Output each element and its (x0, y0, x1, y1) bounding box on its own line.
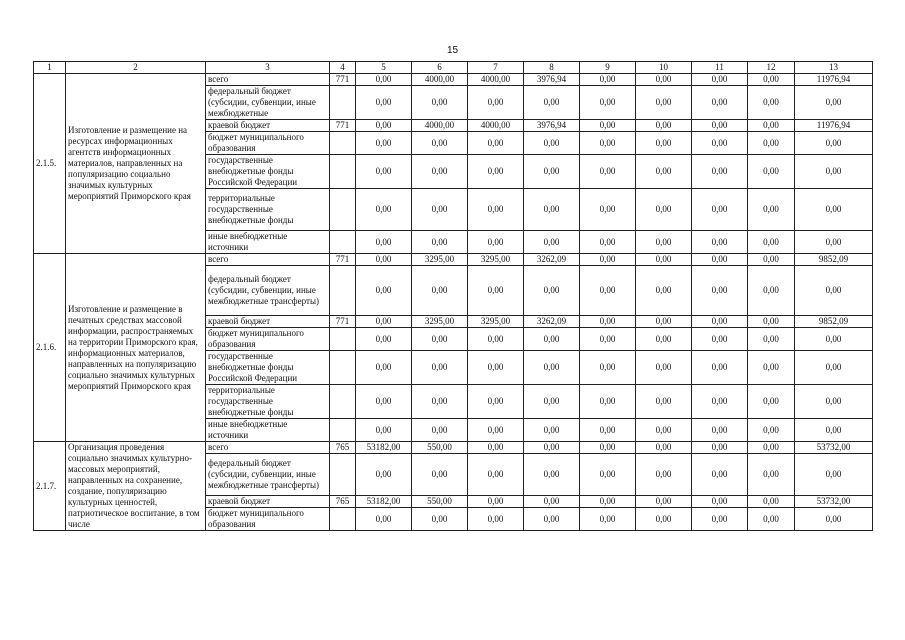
amount-value: 0,00 (468, 419, 524, 442)
amount-value: 3295,00 (468, 316, 524, 328)
funding-source: территориальные государственные внебюджетные фонды (206, 189, 330, 231)
budget-code (330, 454, 356, 496)
amount-value: 0,00 (692, 189, 748, 231)
budget-code: 771 (330, 74, 356, 86)
amount-value: 0,00 (524, 231, 580, 254)
amount-value: 0,00 (412, 231, 468, 254)
item-description: Организация проведения социально значимых культурно-массовых мероприятий, направленных на сохранение, создание, популяризацию культурных ценностей, патриотическое воспитание, в том числе (66, 442, 206, 531)
table-row (34, 254, 873, 266)
amount-value: 0,00 (692, 454, 748, 496)
amount-value: 0,00 (468, 328, 524, 351)
total-value: 53732,00 (795, 442, 873, 454)
funding-source: всего (206, 442, 330, 454)
amount-value: 0,00 (636, 328, 692, 351)
amount-value: 0,00 (524, 132, 580, 155)
amount-value: 53182,00 (356, 496, 412, 508)
amount-value: 3262,09 (524, 316, 580, 328)
amount-value: 0,00 (356, 454, 412, 496)
amount-value: 0,00 (524, 155, 580, 189)
amount-value: 0,00 (748, 266, 795, 316)
amount-value: 0,00 (580, 328, 636, 351)
item-description: Изготовление и размещение в печатных средствах массовой информации, распространяемых на территории Приморского края, информационных материалов, направленных на популяризацию социально значимых культурных мероприятий Приморского края (66, 254, 206, 442)
amount-value: 0,00 (356, 155, 412, 189)
total-value: 11976,94 (795, 74, 873, 86)
column-header-7: 7 (468, 62, 524, 74)
budget-code (330, 508, 356, 531)
budget-code (330, 419, 356, 442)
budget-code (330, 86, 356, 120)
item-number: 2.1.7. (34, 442, 66, 531)
table-body (34, 74, 873, 531)
amount-value: 0,00 (636, 254, 692, 266)
amount-value: 0,00 (468, 189, 524, 231)
amount-value: 0,00 (636, 132, 692, 155)
budget-code (330, 231, 356, 254)
budget-code: 765 (330, 442, 356, 454)
column-header-13: 13 (795, 62, 873, 74)
funding-source: краевой бюджет (206, 496, 330, 508)
amount-value: 0,00 (748, 86, 795, 120)
funding-source: всего (206, 74, 330, 86)
budget-code (330, 385, 356, 419)
amount-value: 0,00 (748, 254, 795, 266)
amount-value: 0,00 (636, 266, 692, 316)
amount-value: 0,00 (748, 508, 795, 531)
amount-value: 0,00 (636, 385, 692, 419)
amount-value: 4000,00 (412, 120, 468, 132)
amount-value: 0,00 (748, 231, 795, 254)
amount-value: 0,00 (636, 120, 692, 132)
amount-value: 0,00 (524, 454, 580, 496)
column-header-1: 1 (34, 62, 66, 74)
amount-value: 0,00 (412, 351, 468, 385)
amount-value: 0,00 (468, 442, 524, 454)
amount-value: 0,00 (636, 231, 692, 254)
amount-value: 0,00 (412, 266, 468, 316)
total-value: 0,00 (795, 266, 873, 316)
budget-code (330, 189, 356, 231)
column-header-3: 3 (206, 62, 330, 74)
amount-value: 0,00 (748, 132, 795, 155)
amount-value: 0,00 (748, 496, 795, 508)
amount-value: 0,00 (356, 86, 412, 120)
amount-value: 0,00 (580, 86, 636, 120)
amount-value: 0,00 (524, 508, 580, 531)
amount-value: 0,00 (748, 155, 795, 189)
column-header-8: 8 (524, 62, 580, 74)
amount-value: 0,00 (412, 454, 468, 496)
amount-value: 0,00 (636, 316, 692, 328)
amount-value: 0,00 (748, 189, 795, 231)
column-header-9: 9 (580, 62, 636, 74)
amount-value: 0,00 (580, 155, 636, 189)
column-header-10: 10 (636, 62, 692, 74)
budget-code: 771 (330, 316, 356, 328)
amount-value: 0,00 (580, 442, 636, 454)
amount-value: 0,00 (356, 508, 412, 531)
total-value: 0,00 (795, 328, 873, 351)
funding-source: федеральный бюджет (субсидии, субвенции, иные межбюджетные трансферты) (206, 454, 330, 496)
budget-code (330, 351, 356, 385)
amount-value: 0,00 (356, 385, 412, 419)
budget-code (330, 328, 356, 351)
amount-value: 0,00 (692, 155, 748, 189)
amount-value: 0,00 (412, 86, 468, 120)
total-value: 0,00 (795, 419, 873, 442)
table-row (34, 74, 873, 86)
funding-source: иные внебюджетные источники (206, 419, 330, 442)
amount-value: 0,00 (692, 328, 748, 351)
amount-value: 3295,00 (468, 254, 524, 266)
amount-value: 0,00 (692, 351, 748, 385)
amount-value: 0,00 (636, 351, 692, 385)
amount-value: 0,00 (580, 316, 636, 328)
funding-source: краевой бюджет (206, 316, 330, 328)
amount-value: 0,00 (356, 132, 412, 155)
amount-value: 0,00 (636, 496, 692, 508)
funding-source: территориальные государственные внебюджетные фонды (206, 385, 330, 419)
amount-value: 0,00 (468, 86, 524, 120)
column-header-2: 2 (66, 62, 206, 74)
amount-value: 0,00 (468, 454, 524, 496)
amount-value: 0,00 (692, 316, 748, 328)
amount-value: 0,00 (524, 189, 580, 231)
total-value: 0,00 (795, 385, 873, 419)
amount-value: 0,00 (468, 266, 524, 316)
amount-value: 0,00 (356, 120, 412, 132)
amount-value: 0,00 (692, 254, 748, 266)
amount-value: 0,00 (356, 189, 412, 231)
funding-source: федеральный бюджет (субсидии, субвенции, иные межбюджетные трансферты) (206, 266, 330, 316)
amount-value: 0,00 (748, 454, 795, 496)
item-number: 2.1.5. (34, 74, 66, 254)
total-value: 0,00 (795, 86, 873, 120)
amount-value: 0,00 (580, 254, 636, 266)
amount-value: 0,00 (412, 132, 468, 155)
funding-source: федеральный бюджет (субсидии, субвенции, иные межбюджетные (206, 86, 330, 120)
amount-value: 0,00 (468, 496, 524, 508)
amount-value: 0,00 (580, 231, 636, 254)
page-number: 15 (446, 45, 459, 56)
amount-value: 0,00 (412, 328, 468, 351)
amount-value: 0,00 (692, 496, 748, 508)
amount-value: 4000,00 (468, 120, 524, 132)
amount-value: 0,00 (580, 419, 636, 442)
amount-value: 0,00 (636, 419, 692, 442)
amount-value: 0,00 (692, 231, 748, 254)
amount-value: 0,00 (636, 189, 692, 231)
amount-value: 0,00 (580, 132, 636, 155)
amount-value: 0,00 (748, 385, 795, 419)
funding-source: бюджет муниципального образования (206, 508, 330, 531)
amount-value: 0,00 (524, 328, 580, 351)
amount-value: 0,00 (748, 351, 795, 385)
budget-code: 765 (330, 496, 356, 508)
amount-value: 0,00 (580, 74, 636, 86)
amount-value: 0,00 (748, 328, 795, 351)
amount-value: 0,00 (468, 385, 524, 419)
funding-source: всего (206, 254, 330, 266)
amount-value: 53182,00 (356, 442, 412, 454)
amount-value: 0,00 (692, 508, 748, 531)
amount-value: 0,00 (748, 442, 795, 454)
budget-code: 771 (330, 254, 356, 266)
amount-value: 3295,00 (412, 254, 468, 266)
funding-source: бюджет муниципального образования (206, 328, 330, 351)
amount-value: 0,00 (692, 132, 748, 155)
amount-value: 0,00 (580, 351, 636, 385)
amount-value: 0,00 (356, 266, 412, 316)
budget-code (330, 266, 356, 316)
amount-value: 0,00 (580, 266, 636, 316)
total-value: 9852,09 (795, 316, 873, 328)
header-row (34, 62, 873, 74)
amount-value: 0,00 (748, 316, 795, 328)
item-number: 2.1.6. (34, 254, 66, 442)
amount-value: 0,00 (356, 74, 412, 86)
amount-value: 0,00 (356, 231, 412, 254)
amount-value: 0,00 (468, 231, 524, 254)
amount-value: 0,00 (748, 120, 795, 132)
amount-value: 3295,00 (412, 316, 468, 328)
column-header-12: 12 (748, 62, 795, 74)
amount-value: 0,00 (356, 328, 412, 351)
funding-source: иные внебюджетные источники (206, 231, 330, 254)
amount-value: 0,00 (356, 254, 412, 266)
funding-source: государственные внебюджетные фонды Российской Федерации (206, 155, 330, 189)
amount-value: 0,00 (748, 419, 795, 442)
amount-value: 0,00 (524, 351, 580, 385)
amount-value: 0,00 (412, 385, 468, 419)
amount-value: 0,00 (580, 120, 636, 132)
funding-source: бюджет муниципального образования (206, 132, 330, 155)
amount-value: 0,00 (412, 155, 468, 189)
amount-value: 0,00 (692, 385, 748, 419)
column-header-4: 4 (330, 62, 356, 74)
total-value: 0,00 (795, 189, 873, 231)
amount-value: 0,00 (692, 86, 748, 120)
amount-value: 0,00 (692, 442, 748, 454)
total-value: 0,00 (795, 231, 873, 254)
amount-value: 4000,00 (412, 74, 468, 86)
budget-code: 771 (330, 120, 356, 132)
amount-value: 0,00 (636, 454, 692, 496)
funding-source: краевой бюджет (206, 120, 330, 132)
amount-value: 0,00 (692, 74, 748, 86)
amount-value: 0,00 (468, 508, 524, 531)
amount-value: 3976,94 (524, 74, 580, 86)
amount-value: 0,00 (580, 454, 636, 496)
amount-value: 0,00 (468, 132, 524, 155)
total-value: 53732,00 (795, 496, 873, 508)
amount-value: 0,00 (524, 385, 580, 419)
amount-value: 0,00 (636, 74, 692, 86)
total-value: 0,00 (795, 132, 873, 155)
total-value: 0,00 (795, 508, 873, 531)
amount-value: 0,00 (524, 496, 580, 508)
amount-value: 0,00 (524, 266, 580, 316)
total-value: 11976,94 (795, 120, 873, 132)
amount-value: 0,00 (580, 189, 636, 231)
amount-value: 4000,00 (468, 74, 524, 86)
amount-value: 0,00 (356, 419, 412, 442)
amount-value: 0,00 (356, 316, 412, 328)
total-value: 0,00 (795, 454, 873, 496)
column-header-11: 11 (692, 62, 748, 74)
funding-source: государственные внебюджетные фонды Российской Федерации (206, 351, 330, 385)
amount-value: 3262,09 (524, 254, 580, 266)
amount-value: 0,00 (524, 86, 580, 120)
budget-code (330, 132, 356, 155)
table-row (34, 442, 873, 454)
amount-value: 550,00 (412, 442, 468, 454)
amount-value: 0,00 (580, 496, 636, 508)
budget-code (330, 155, 356, 189)
amount-value: 0,00 (636, 86, 692, 120)
amount-value: 0,00 (468, 155, 524, 189)
amount-value: 0,00 (636, 442, 692, 454)
amount-value: 0,00 (524, 442, 580, 454)
item-description: Изготовление и размещение на ресурсах информационных агентств информационных материалов, направленных на популяризацию социально значимых культурных мероприятий Приморского края (66, 74, 206, 254)
amount-value: 0,00 (356, 351, 412, 385)
amount-value: 0,00 (580, 385, 636, 419)
amount-value: 0,00 (412, 419, 468, 442)
budget-table (33, 61, 873, 531)
amount-value: 0,00 (748, 74, 795, 86)
amount-value: 0,00 (692, 120, 748, 132)
total-value: 9852,09 (795, 254, 873, 266)
total-value: 0,00 (795, 351, 873, 385)
amount-value: 0,00 (412, 508, 468, 531)
amount-value: 0,00 (692, 266, 748, 316)
amount-value: 0,00 (692, 419, 748, 442)
amount-value: 0,00 (524, 419, 580, 442)
amount-value: 550,00 (412, 496, 468, 508)
amount-value: 0,00 (468, 351, 524, 385)
amount-value: 0,00 (412, 189, 468, 231)
table-header (34, 62, 873, 74)
column-header-5: 5 (356, 62, 412, 74)
column-header-6: 6 (412, 62, 468, 74)
amount-value: 0,00 (636, 508, 692, 531)
amount-value: 0,00 (580, 508, 636, 531)
total-value: 0,00 (795, 155, 873, 189)
amount-value: 3976,94 (524, 120, 580, 132)
amount-value: 0,00 (636, 155, 692, 189)
